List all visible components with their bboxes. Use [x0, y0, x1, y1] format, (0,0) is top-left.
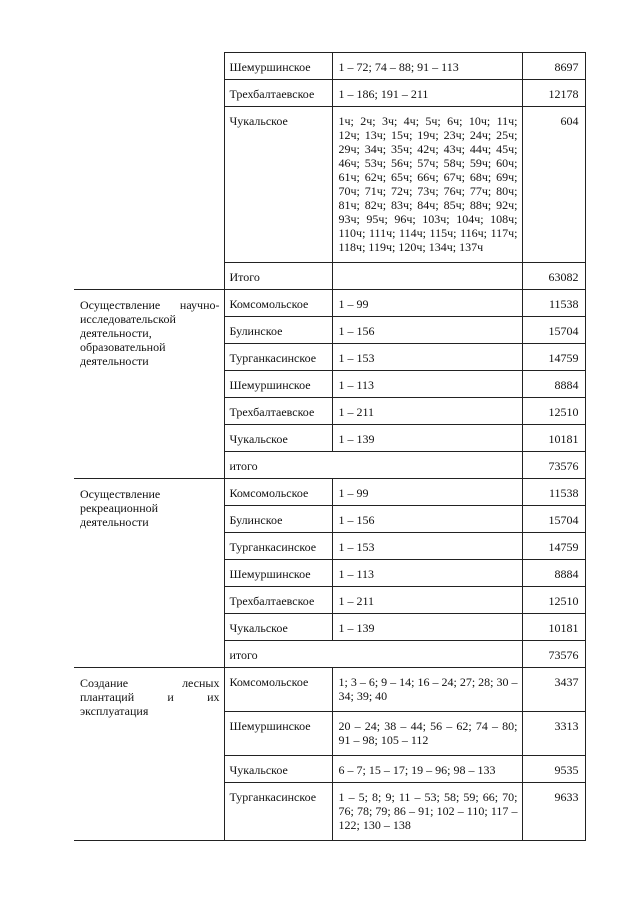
quarter-numbers: 1 – 153 — [332, 533, 522, 560]
forestry-name: Турганкасинское — [224, 344, 332, 371]
area-value: 14759 — [522, 344, 585, 371]
area-value: 3437 — [522, 668, 585, 712]
area-value: 15704 — [522, 506, 585, 533]
empty-cell — [74, 80, 224, 107]
area-value: 604 — [522, 107, 585, 263]
quarter-numbers: 1 – 156 — [332, 506, 522, 533]
area-value: 15704 — [522, 317, 585, 344]
total-label: Итого — [224, 263, 332, 290]
table-row — [74, 290, 585, 317]
activity-name: Осуществление научно-исследовательской деятельности, образовательной деятельности — [74, 290, 224, 479]
forestry-name: Трехбалтаевское — [224, 398, 332, 425]
forestry-name: Комсомольское — [224, 479, 332, 506]
forestry-name: Комсомольское — [224, 290, 332, 317]
quarter-numbers: 1 – 99 — [332, 290, 522, 317]
empty-cell — [74, 263, 224, 290]
forestry-name: Турганкасинское — [224, 533, 332, 560]
forestry-name: Чукальское — [224, 107, 332, 263]
table-row — [74, 668, 585, 712]
quarter-numbers: 1 – 186; 191 – 211 — [332, 80, 522, 107]
area-value: 8884 — [522, 371, 585, 398]
area-value: 11538 — [522, 479, 585, 506]
quarter-numbers: 1 – 99 — [332, 479, 522, 506]
total-area: 73576 — [522, 641, 585, 668]
total-label: итого — [224, 641, 522, 668]
table-row — [74, 80, 585, 107]
quarter-numbers: 1; 3 – 6; 9 – 14; 16 – 24; 27; 28; 30 – 34; 39; 40 — [332, 668, 522, 712]
quarter-numbers: 1 – 5; 8; 9; 11 – 53; 58; 59; 66; 70; 76; 78; 79; 86 – 91; 102 – 110; 117 – 122; 130 – 138 — [332, 783, 522, 841]
area-value: 10181 — [522, 614, 585, 641]
empty-cell — [332, 263, 522, 290]
quarter-numbers: 1 – 156 — [332, 317, 522, 344]
forestry-name: Булинское — [224, 317, 332, 344]
quarter-numbers: 1 – 211 — [332, 587, 522, 614]
area-value: 8697 — [522, 53, 585, 80]
forestry-name: Турганкасинское — [224, 783, 332, 841]
forestry-name: Чукальское — [224, 614, 332, 641]
total-area: 63082 — [522, 263, 585, 290]
quarter-numbers: 1 – 211 — [332, 398, 522, 425]
area-value: 12510 — [522, 587, 585, 614]
area-value: 8884 — [522, 560, 585, 587]
activity-name: Создание лесных плантаций и их эксплуатация — [74, 668, 224, 841]
forestry-name: Трехбалтаевское — [224, 80, 332, 107]
quarter-numbers: 1 – 113 — [332, 371, 522, 398]
table-row — [74, 107, 585, 263]
total-area: 73576 — [522, 452, 585, 479]
area-value: 12178 — [522, 80, 585, 107]
forestry-name: Чукальское — [224, 756, 332, 783]
forestry-name: Шемуршинское — [224, 560, 332, 587]
forestry-name: Шемуршинское — [224, 53, 332, 80]
quarter-numbers: 1 – 139 — [332, 614, 522, 641]
area-value: 3313 — [522, 712, 585, 756]
quarter-numbers: 1 – 113 — [332, 560, 522, 587]
quarter-numbers: 1 – 72; 74 – 88; 91 – 113 — [332, 53, 522, 80]
area-value: 9535 — [522, 756, 585, 783]
table-row — [74, 479, 585, 506]
area-value: 14759 — [522, 533, 585, 560]
quarter-numbers: 1ч; 2ч; 3ч; 4ч; 5ч; 6ч; 10ч; 11ч; 12ч; 13ч; 15ч; 19ч; 23ч; 24ч; 25ч; 29ч; 34ч; 35ч; 42ч; 43ч; 44ч; 45ч; 46ч; 53ч; 56ч; 57ч; 58ч; 59ч; 60ч; 61ч; 62ч; 65ч; 66ч; 67ч; 68ч; 69ч; 70ч; 71ч; 72ч; 73ч; 76ч; 77ч; 80ч; 81ч; 82ч; 83ч; 84ч; 85ч; 88ч; 92ч; 93ч; 95ч; 96ч; 103ч; 104ч; 108ч; 110ч; 111ч; 114ч; 115ч; 116ч; 117ч; 118ч; 119ч; 120ч; 134ч; 137ч — [332, 107, 522, 263]
forestry-name: Чукальское — [224, 425, 332, 452]
forestry-name: Шемуршинское — [224, 712, 332, 756]
total-row — [74, 263, 585, 290]
empty-cell — [74, 53, 224, 80]
area-value: 9633 — [522, 783, 585, 841]
forestry-name: Булинское — [224, 506, 332, 533]
table-row — [74, 53, 585, 80]
quarter-numbers: 1 – 153 — [332, 344, 522, 371]
quarter-numbers: 20 – 24; 38 – 44; 56 – 62; 74 – 80; 91 – 98; 105 – 112 — [332, 712, 522, 756]
area-value: 11538 — [522, 290, 585, 317]
quarter-numbers: 6 – 7; 15 – 17; 19 – 96; 98 – 133 — [332, 756, 522, 783]
area-value: 12510 — [522, 398, 585, 425]
forestry-name: Трехбалтаевское — [224, 587, 332, 614]
forestry-name: Комсомольское — [224, 668, 332, 712]
total-label: итого — [224, 452, 522, 479]
empty-cell — [74, 107, 224, 263]
activity-name: Осуществление рекреационной деятельности — [74, 479, 224, 668]
forest-table — [74, 52, 586, 841]
quarter-numbers: 1 – 139 — [332, 425, 522, 452]
forestry-name: Шемуршинское — [224, 371, 332, 398]
area-value: 10181 — [522, 425, 585, 452]
